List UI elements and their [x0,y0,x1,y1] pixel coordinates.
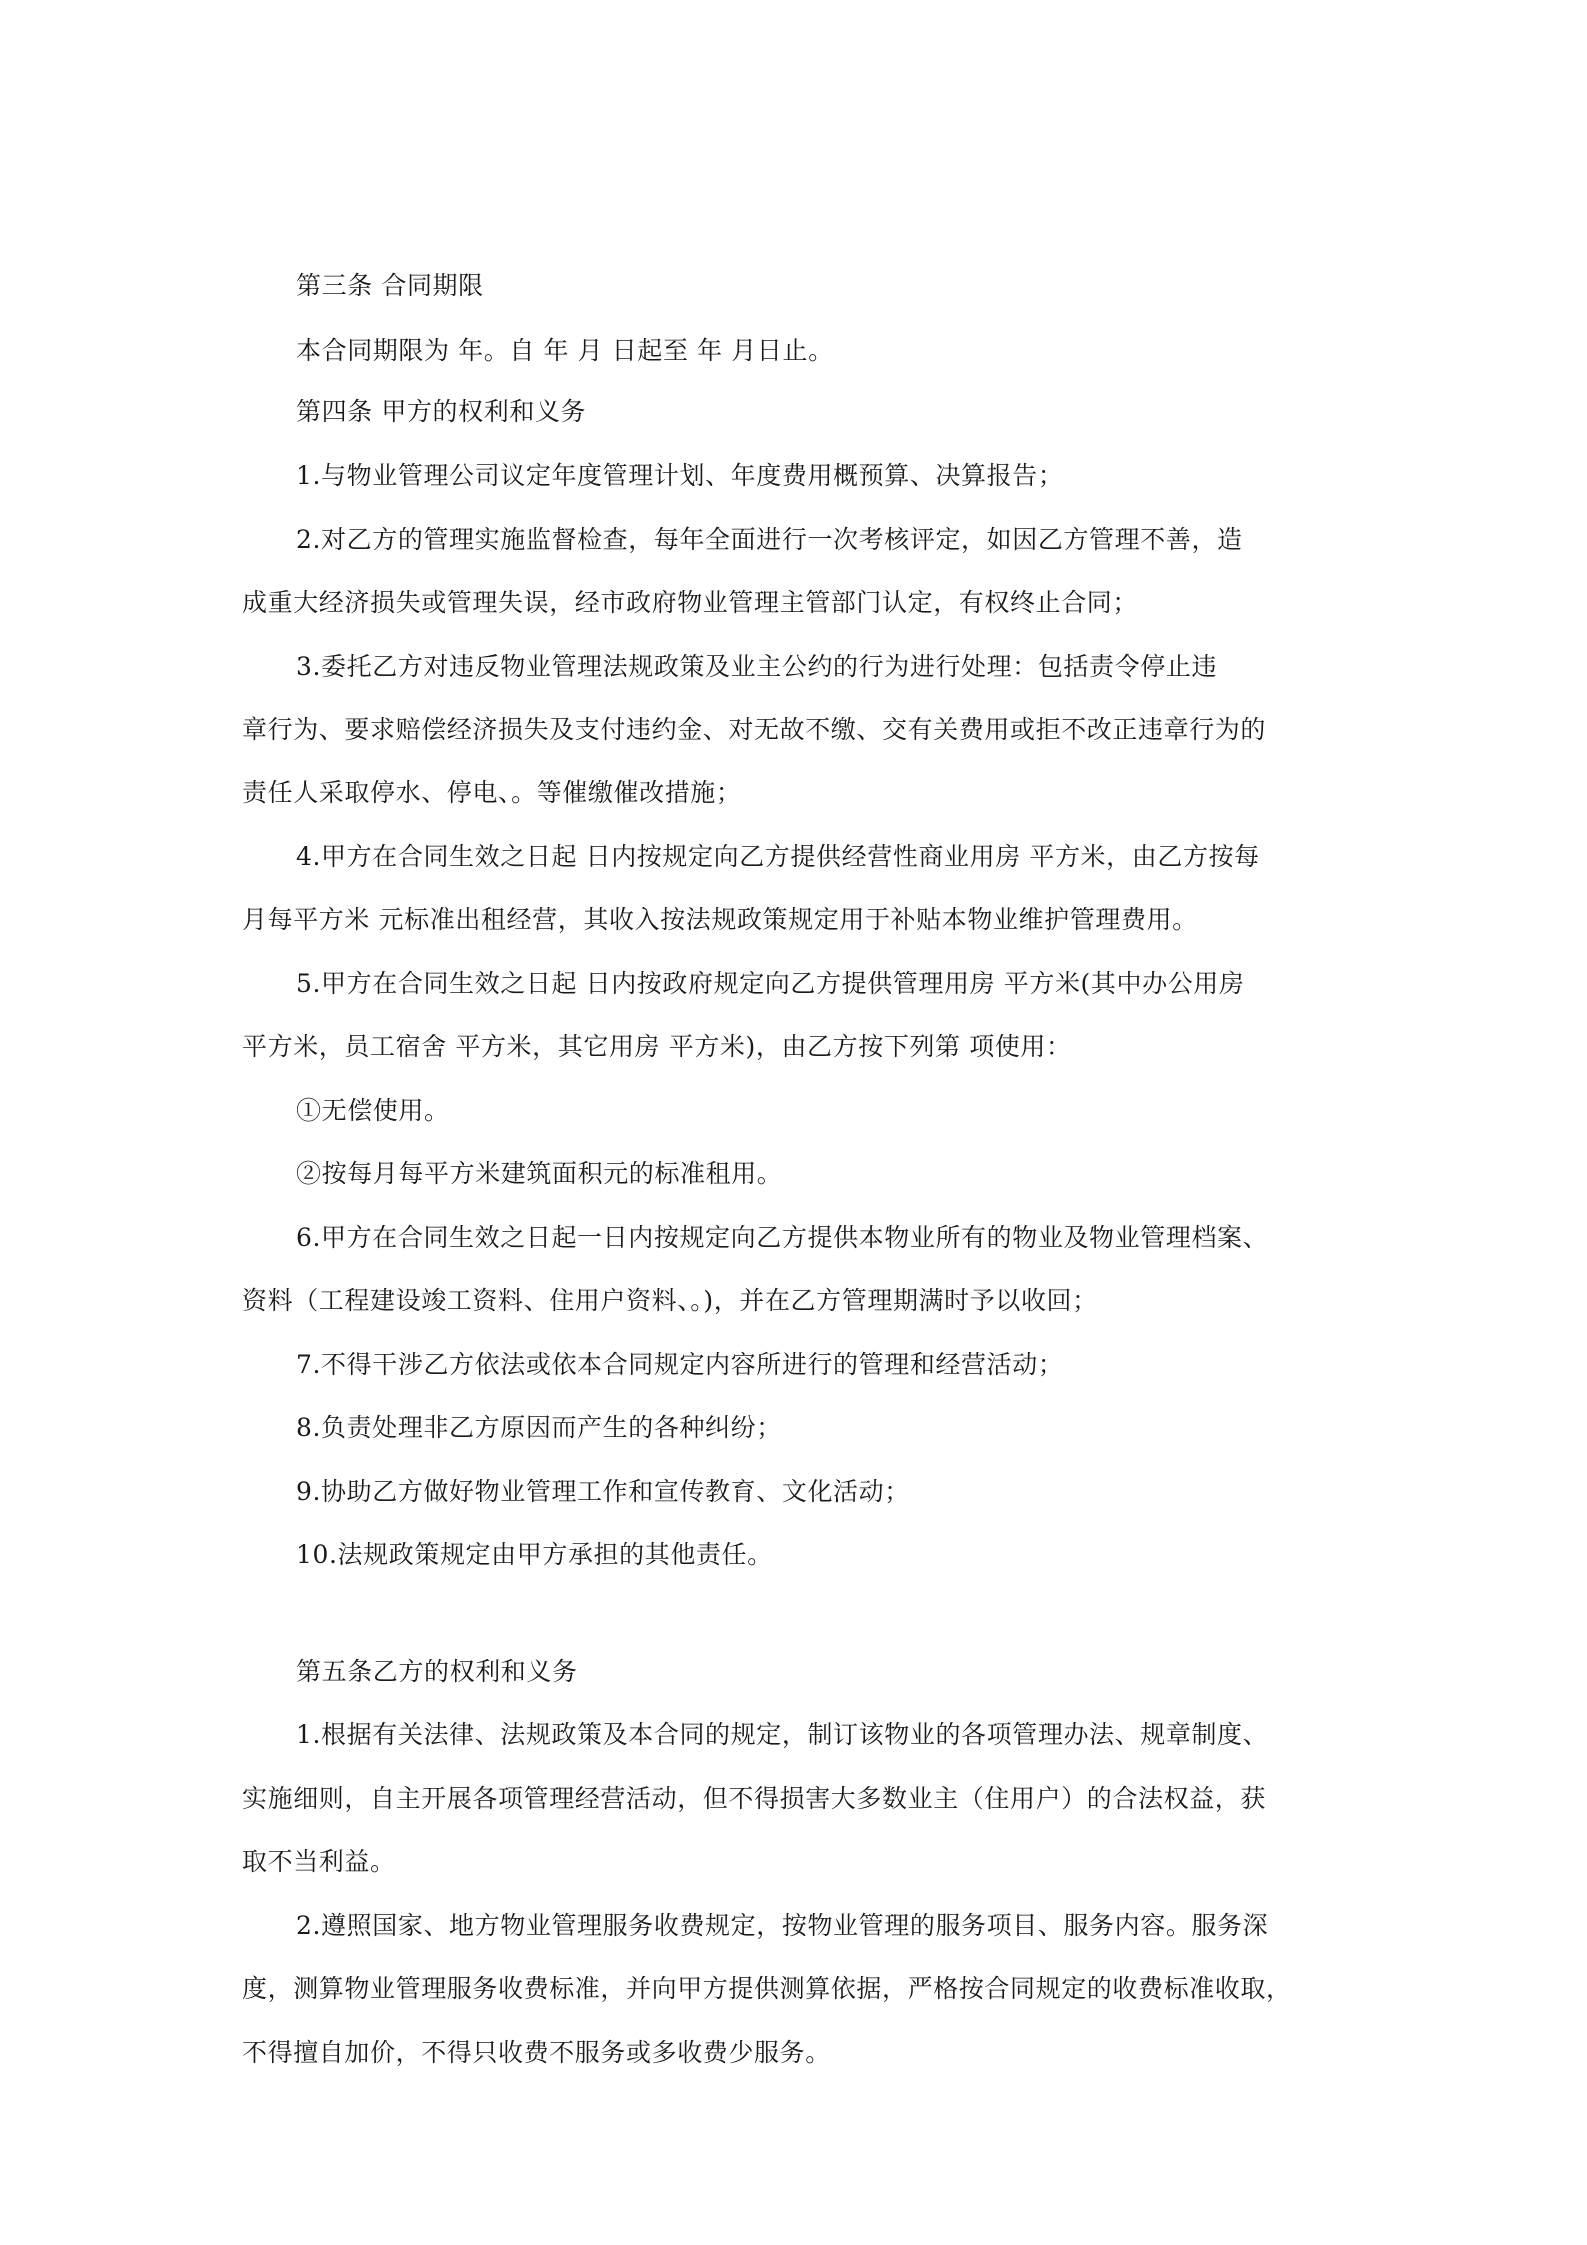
section4-item5-option1: ①无偿使用。 [296,1096,450,1125]
section5-item1-line3: 取不当利益。 [242,1847,396,1876]
section5-item2-line2: 度，测算物业管理服务收费标准，并向甲方提供测算依据，严格按合同规定的收费标准收取， [242,1974,1292,2003]
section4-item5-line2: 平方米，员工宿舍 平方米，其它用房 平方米)，由乙方按下列第 项使用： [242,1032,1072,1061]
section4-heading: 第四条 甲方的权利和义务 [296,397,587,426]
section4-item5-option2: ②按每月每平方米建筑面积元的标准租用。 [296,1159,783,1188]
section4-item3-line3: 责任人采取停水、停电、。等催缴催改措施； [242,778,742,807]
section5-item2-line3: 不得擅自加价，不得只收费不服务或多收费少服务。 [242,2038,831,2067]
section4-item3-line1: 3.委托乙方对违反物业管理法规政策及业主公约的行为进行处理：包括责令停止违 [296,652,1218,681]
section4-item9: 9.协助乙方做好物业管理工作和宣传教育、文化活动； [296,1477,910,1506]
section4-item6-line1: 6.甲方在合同生效之日起一日内按规定向乙方提供本物业所有的物业及物业管理档案、 [296,1223,1269,1252]
section4-item10: 10.法规政策规定由甲方承担的其他责任。 [296,1540,773,1569]
section4-item2-line1: 2.对乙方的管理实施监督检查，每年全面进行一次考核评定，如因乙方管理不善，造 [296,525,1243,554]
section3-heading: 第三条 合同期限 [296,271,484,300]
section5-item1-line2: 实施细则，自主开展各项管理经营活动，但不得损害大多数业主（住用户）的合法权益，获 [242,1784,1267,1813]
section4-item3-line2: 章行为、要求赔偿经济损失及支付违约金、对无故不缴、交有关费用或拒不改正违章行为的 [242,715,1267,744]
section4-item4-line1: 4.甲方在合同生效之日起 日内按规定向乙方提供经营性商业用房 平方米，由乙方按每 [296,842,1260,871]
section4-item6-line2: 资料（工程建设竣工资料、住用户资料、。)，并在乙方管理期满时予以收回； [242,1286,1098,1315]
section4-item2-line2: 成重大经济损失或管理失误，经市政府物业管理主管部门认定，有权终止合同； [242,588,1139,617]
section3-term: 本合同期限为 年。自 年 月 日起至 年 月日止。 [296,336,834,365]
section4-item8: 8.负责处理非乙方原因而产生的各种纠纷； [296,1413,782,1442]
section5-item1-line1: 1.根据有关法律、法规政策及本合同的规定，制订该物业的各项管理办法、规章制度、 [296,1720,1269,1749]
section4-item5-line1: 5.甲方在合同生效之日起 日内按政府规定向乙方提供管理用房 平方米(其中办公用房 [296,969,1245,998]
section5-heading: 第五条乙方的权利和义务 [296,1657,578,1686]
section4-item4-line2: 月每平方米 元标准出租经营，其收入按法规政策规定用于补贴本物业维护管理费用。 [242,905,1198,934]
section4-item1: 1.与物业管理公司议定年度管理计划、年度费用概预算、决算报告； [296,461,1064,490]
section4-item7: 7.不得干涉乙方依法或依本合同规定内容所进行的管理和经营活动； [296,1350,1064,1379]
section5-item2-line1: 2.遵照国家、地方物业管理服务收费规定，按物业管理的服务项目、服务内容。服务深 [296,1911,1269,1940]
